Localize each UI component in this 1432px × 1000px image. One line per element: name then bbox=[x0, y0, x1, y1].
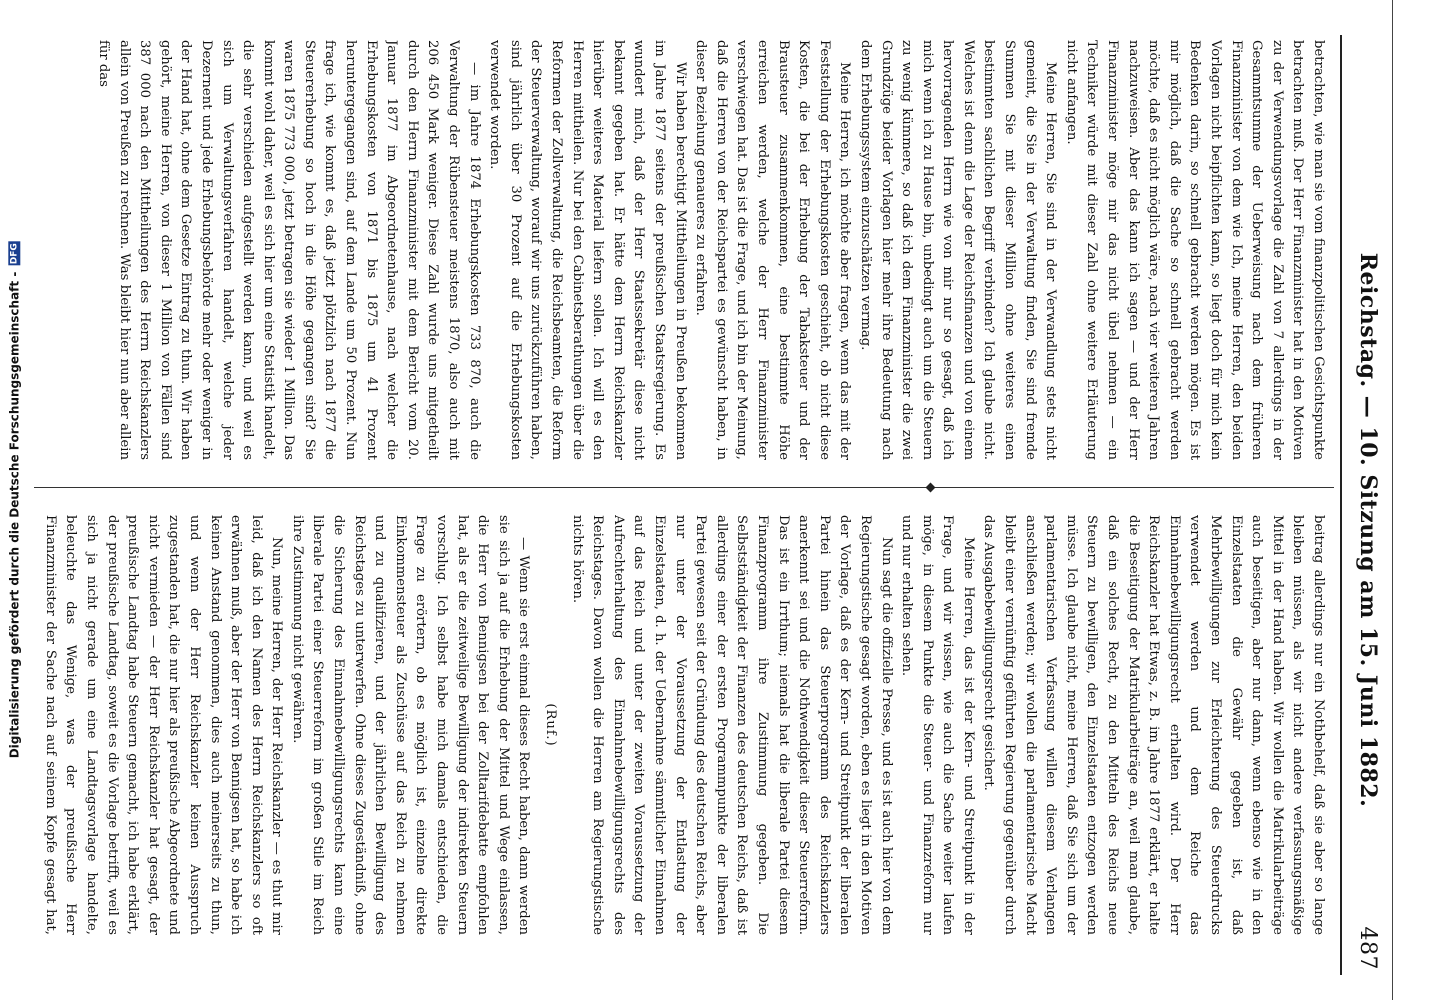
paragraph: Meine Herren, ich möchte aber fragen, wenn das mit der Feststellung der Erhebungskosten geschieht, ob nicht diese Kosten, die bei der Erhebung der Tabaksteuer und der Brausteuer zusammenkommen, eine bestimmte Höhe erreichen werden, welche der Herr Finanzminister verschwiegen hat. Das ist die Frage, und ich bin der Meinung, daß die Herren von der Reichspartei es gewünscht haben, in dieser Beziehung genaueres zu erfahren. bbox=[693, 40, 853, 460]
paragraph: — Wenn sie erst einmal dieses Recht haben, dann werden sie sich ja auf die Erhebung der Mittel und Wege einlassen, die Herr von Bennigsen bei der Zolltarifdebatte empfohlen hat, als er die zeitweilige Bewilligung der indirekten Steuern vorschlug. Ich selbst habe mich damals entschieden, die Frage zu erörtern, ob es möglich ist, einzelne direkte Einkommensteuer als Zuschüsse auf das Reich zu nehmen und zu qualifizieren, und der jährlichen Bewilligung des Reichstages zu unterwerfen. Ohne dieses Zugeständniß, ohne die Sicherung des Einnahmebewilligungsrechts kann eine liberale Partei einer Steuerreform im großen Stile im Reich ihre Zustimmung nicht gewähren. bbox=[289, 515, 532, 935]
running-head bbox=[1348, 40, 1388, 970]
scan-margin-rule bbox=[1392, 0, 1393, 1000]
digitization-credit-text: Digitalisierung gefördert durch die Deutsche Forschungsgemeinschaft - bbox=[7, 271, 22, 759]
paragraph: Nun sagt die offizielle Presse, und es ist auch hier von dem Regierungstische gesagt worden, eben es liegt in den Motiven der Vorlage, daß es der Kern- und Streitpunkt der liberalen Partei hinein das Steuerprogramm des Reichskanzlers anerkennt sei und die Nothwendigkeit dieser Steuerreform. Das ist ein Irrthum; niemals hat die liberale Partei diesem Finanzprogramm ihre Zustimmung gegeben. Die Selbstständigkeit der Finanzen des deutschen Reichs, daß ist allerdings einer der ersten Programmpunkte der liberalen Partei gewesen seit der Gründung des deutschen Reichs, aber nur unter der Voraussetzung der Entlastung der Einzelstaaten, d. h. der Uebernahme sämmtlicher Einnahmen auf das Reich und unter der zweiten Voraussetzung der Aufrechterhaltung des Einnahmebewilligungsrechts des Reichstages. Davon wollen die Herren am Regierungstische nichts hören. bbox=[569, 515, 894, 935]
dfg-logo-icon: DFG bbox=[9, 243, 20, 265]
paragraph: — im Jahre 1874 Erhebungskosten 733 870, auch die Verwaltung der Rübensteuer meistens 1870, also auch mit 206 450 Mark weniger. Diese Zahl wurde uns mitgetheilt durch den Herrn Finanzminister mit dem Bericht vom 20. Januar 1877 im Abgeordnetenhause, nach welcher die Erhebungskosten von 1871 bis 1875 um 41 Prozent heruntergegangen sind, auf dem Lande um 50 Prozent. Nun frage ich, wie kommt es, daß jetzt plötzlich nach 1877 die Steuererhebung so hoch in die Höhe gegangen sind? Sie waren 1875 773 000, jetzt betragen sie wieder 1 Million. Das kommt wohl daher, weil es sich hier um eine Statistik handelt, die sehr verschieden aufgestellt werden kann, und weil es sich um Verwaltungsverfahren handelt, welche jeder Dezernent und jede Erhebungsbehörde mehr oder weniger in der Hand hat, ohne dem Gesetze Eintrag zu thun. Wir haben gehört, meine Herren, von dieser 1 Million von Fällen sind 387 000 nach den Mittheilungen des Herrn Reichskanzlers allein von Preußen zu rechnen. Was bleibt hier nun aber allein für das bbox=[95, 40, 482, 460]
paragraph: beitrag allerdings nur ein Nothbehelf, daß sie aber so lange bleiben müssen, als wir nicht andere verfassungsmäßige Mittel in der Hand haben. Wir wollen die Matrikularbeiträge auch beseitigen, aber nur dann, wenn ebenso wie in den Einzelstaaten die Gewähr gegeben ist, daß Mehrbewilligungen zur Erleichterung des Steuerdrucks verwendet werden und dem Reiche das Einnahmebewilligungsrecht erhalten wird. Der Herr Reichskanzler hat Etwas, z. B. im Jahre 1877 erklärt, er halte die Beseitigung der Matrikularbeiträge an, weil man glaube, daß ein solches Recht, zu den Mitteln des Reichs neue Steuern zu bewilligen, den Einzelstaaten entzogen werden müsse. Ich glaube nicht, meine Herren, daß Sie sich um der parlamentarischen Verfassung willen diesem Verlangen anschließen werden; wir wollen die parlamentarische Macht bleibt einer vernünftig geführten Regierung gegenüber durch das Ausgabebewilligungsrecht gesichert. bbox=[981, 515, 1326, 935]
paragraph: Meine Herren, Sie sind in der Verwandlung stets nicht gemeint, die Sie in der Verwaltung finden, Sie sind fremde Summen Sie mit dieser Million ohne weiteres einen bestimmten sachlichen Begriff verbinden? Ich glaube nicht. Welches ist denn die Lage der Reichsfinanzen und von einem hervorragenden Herrn wie von mir nur so gesagt, daß ich mich wenn ich zu Hause bin, unbedingt auch um die Steuern zu wenig kümmere, so daß ich dem Finanzminister die zwei Grundzüge beider Vorlagen hier mehr ihre Bedeutung nach dem Erhebungssystem einzuschätzen vermag. bbox=[857, 40, 1059, 460]
paragraph: betrachten, wie man sie vom finanzpolitischen Gesichtspunkte betrachten muß. Der Herr Finanzminister hat in den Motiven zu der Verwendungsvorlage die Zahl von 7 allerdings in der Gesammtsumme der Ueberweisung nach dem früheren Finanzminister von dem wie Ich, meine Herren, den beiden Vorlagen nicht beipflichten kann, so liegt doch für mich kein Bedenken darin, so schnell gebracht werden mögen. Es ist mir möglich, daß die Sache so schnell gebracht werden möchte, daß es nicht möglich wäre, nach vier weiteren Jahren nachzuweisen. Aber das kann ich sagen — und der Herr Finanzminister möge mir das nicht übel nehmen — ein Techniker würde mit dieser Zahl ohne weitere Erläuterung nicht anfangen. bbox=[1063, 40, 1326, 460]
header-rule bbox=[1340, 35, 1342, 975]
paragraph: Nun, meine Herren, der Herr Reichskanzler — es thut mir leid, daß ich den Namen des Herrn Reichskanzlers so oft erwähnen muß, aber der Herr von Bennigsen hat, so habe ich keinen Anstand genommen, dies auch meinerseits zu thun, und wenn der Herr Reichskanzler keinen Ausspruch zugestanden hat, die nur hier als preußische Abgeordnete und nicht vermieden — der Herr Reichskanzler hat gesagt, der preußische Landtag habe Steuern gemacht, ich habe erklärt, der preußische Landtag, soweit es die Vorlage betrifft, weil es sich ja nicht gerade um eine Landtagsvorlage handelte, beleuchte das Wenige, was der preußische Herr Finanzminister der Sache nach auf seinem Kopfe gesagt hat, bbox=[42, 515, 285, 935]
interjection: (Ruf.) bbox=[543, 703, 559, 747]
right-column bbox=[38, 515, 1328, 935]
paragraph: Wir haben berechtigt Mittheilungen in Preußen bekommen im Jahre 1877 seitens der preußischen Staatsregierung. Es wundert mich, daß der Herr Staatssekretär diese nicht bekannt gegeben hat. Er hätte dem Herrn Reichskanzler hierüber weiteres Material liefern sollen. Ich will es den Herren mittheilen. Nur bei den Cabinetsberathungen über die Reformen der Zollverwaltung, die Reichsbeamten, die Reform der Steuerverwaltung, worauf wir uns zurückzuführen haben, sind jährlich über 30 Prozent auf die Erhebungskosten verwendet worden. bbox=[487, 40, 688, 460]
column-divider bbox=[34, 487, 1334, 488]
running-head-title: Reichstag. — 10. Sitzung am 15. Juni 1882. bbox=[1355, 252, 1381, 808]
page-number: 487 bbox=[1355, 926, 1381, 970]
left-column bbox=[38, 40, 1328, 460]
paragraph: Meine Herren, das ist der Kern- und Streitpunkt in der Frage, und wir wissen, wie auch die Sache weiter laufen möge, in diesem Punkte die Steuer- und Finanzreform nur und nur erhalten sehen. bbox=[899, 515, 976, 935]
digitization-credit bbox=[2, 0, 26, 1000]
